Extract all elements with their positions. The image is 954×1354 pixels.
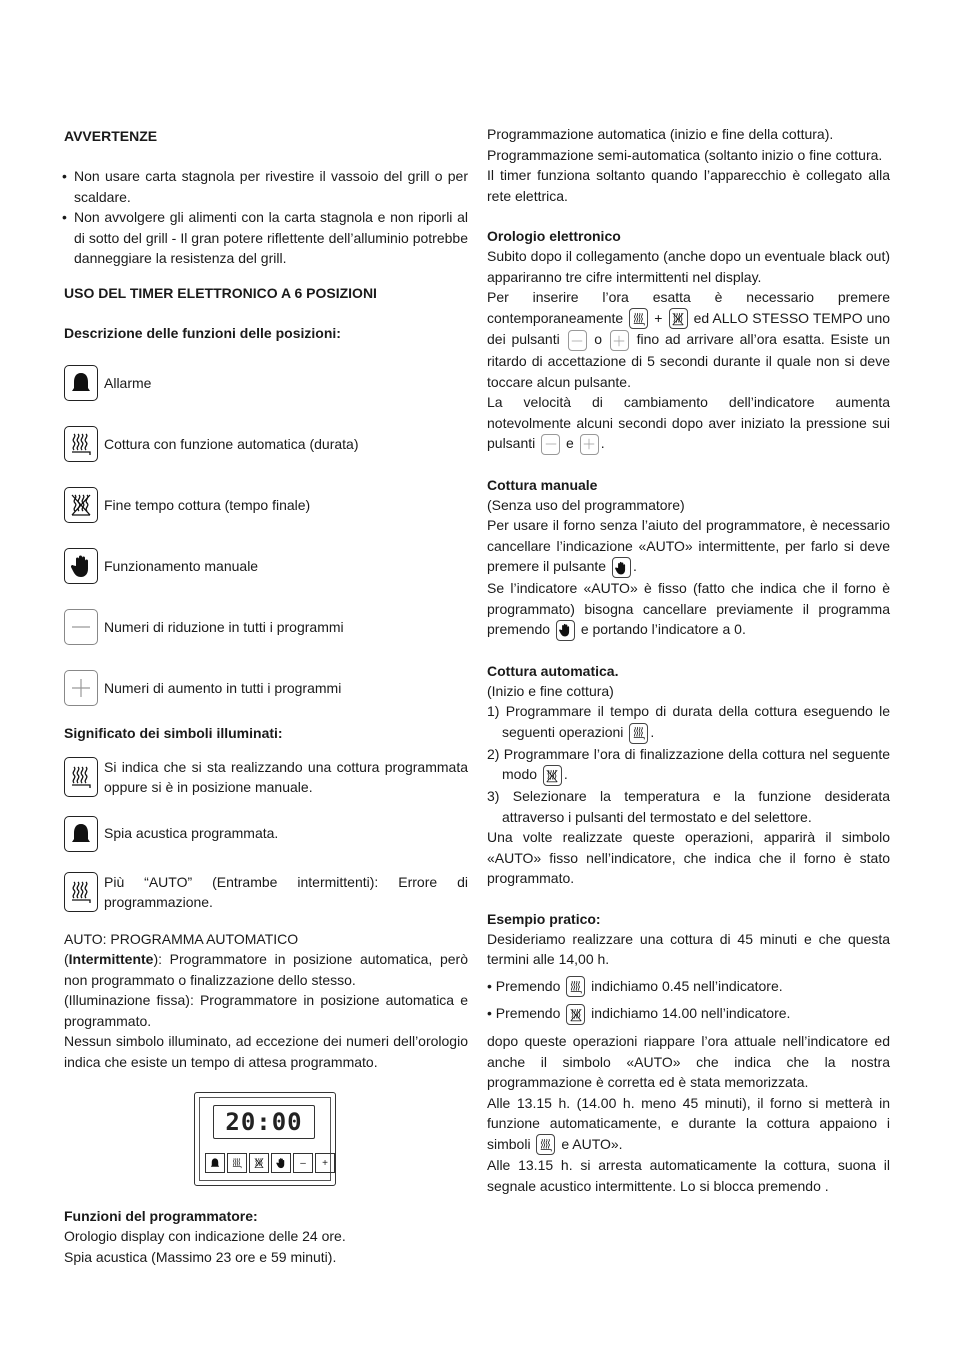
manual-paragraph: Per usare il forno senza l’aiuto del programmatore, è necessario cancellare l’indicazione «AUTO» intermittente, per farlo si deve premere il pulsante . (487, 515, 890, 578)
end-time-icon (669, 308, 688, 329)
example-bullet: • Premendo indichiamo 14.00 nell’indicatore. (487, 1003, 890, 1025)
cooking-duration-icon (64, 426, 98, 462)
functions-line: Spia acustica (Massimo 23 ore e 59 minuti). (64, 1248, 337, 1265)
position-row (64, 475, 468, 536)
timer-heading: USO DEL TIMER ELETTRONICO A 6 POSIZIONI (64, 284, 377, 301)
auto-title: AUTO: PROGRAMMA AUTOMATICO (64, 930, 299, 947)
manual-paragraph: Se l’indicatore «AUTO» è fisso (fatto che indica che il forno è programmato) bisogna cancellare previamente il programma premendo e portando l’indicatore a 0. (487, 578, 890, 641)
position-label: Fine tempo cottura (tempo finale) (104, 496, 311, 513)
warning-item: • Non avvolgere gli alimenti con la carta stagnola e non riporli al di sotto del grill - Il gran potere riflettente dell’alluminio potrebbe danneggiare la resistenza del grill. (62, 209, 468, 266)
cooking-duration-icon (629, 308, 648, 329)
cooking-duration-icon (64, 757, 98, 797)
cooking-duration-icon (629, 723, 648, 744)
hand-icon (64, 548, 98, 584)
position-label: Funzionamento manuale (104, 557, 259, 574)
right-column (487, 124, 890, 1196)
position-row (64, 414, 468, 475)
end-time-icon (566, 1004, 585, 1025)
symbol-label: Spia acustica programmata. (104, 825, 279, 842)
example-bullet: • Premendo indichiamo 0.45 nell’indicatore. (487, 976, 890, 998)
plus-icon (64, 670, 98, 706)
intro-line: Il timer funziona soltanto quando l’apparecchio è collegato alla rete elettrica. (487, 167, 890, 204)
timer-display: 20:00 (213, 1105, 315, 1139)
example-heading: Esempio pratico: (487, 910, 601, 927)
end-time-icon (249, 1153, 269, 1173)
timer-buttons (205, 1153, 335, 1173)
position-row (64, 597, 468, 658)
auto-intermittent: (Intermittente): Programmatore in posizione automatica, però non programmato o finalizzazione dello stesso. (64, 951, 468, 988)
left-column (64, 124, 468, 1267)
symbols-heading: Significato dei simboli illuminati: (64, 724, 283, 741)
symbol-row (64, 872, 468, 913)
plus-icon (580, 434, 599, 455)
example-paragraph: Alle 13.15 h. (14.00 h. meno 45 minuti), il forno si metterà in funzione automaticamente, e durante la cottura appaiono i simboli e AUTO». (487, 1093, 890, 1156)
position-label: Numeri di aumento in tutti i programmi (104, 679, 342, 696)
position-label: Cottura con funzione automatica (durata) (104, 435, 359, 452)
position-row (64, 536, 468, 597)
auto-fixed: (Illuminazione fissa): Programmatore in posizione automatica e programmato. (64, 992, 468, 1029)
auto-step: 3) Selezionare la temperatura e la funzione desiderata attraverso i pulsanti del termostato e del selettore. (487, 788, 890, 825)
positions-heading: Descrizione delle funzioni delle posizioni: (64, 324, 341, 341)
manual-subheading: (Senza uso del programmatore) (487, 496, 685, 513)
minus-icon (541, 434, 560, 455)
example-paragraph: Desideriamo realizzare una cottura di 45 minuti e che questa termini alle 14,00 h. (487, 930, 890, 968)
plus-icon (610, 330, 629, 351)
end-time-icon (543, 765, 562, 786)
clock-paragraph: La velocità di cambiamento dell’indicatore aumenta notevolmente alcuni secondi dopo aver iniziato la pressione sui pulsanti e . (487, 392, 890, 455)
warning-item: • Non usare carta stagnola per rivestire il vassoio del grill o per scaldare. (62, 168, 468, 205)
intro-line: Programmazione automatica (inizio e fine della cottura). (487, 126, 834, 142)
hand-icon (612, 557, 631, 578)
auto-step: 2) Programmare l’ora di finalizzazione della cottura nel seguente modo . (487, 744, 890, 786)
bell-icon (205, 1153, 225, 1173)
position-label: Allarme (104, 374, 152, 391)
symbol-row (64, 757, 468, 798)
minus-icon (568, 330, 587, 351)
plus-icon: + (315, 1153, 335, 1173)
clock-paragraph: Subito dopo il collegamento (anche dopo un eventuale black out) appariranno tre cifre intermittenti nel display. (487, 248, 890, 285)
bell-icon (64, 365, 98, 401)
cooking-duration-icon (227, 1153, 247, 1173)
auto-none: Nessun simbolo illuminato, ad eccezione dei numeri dell’orologio indica che esiste un tempo di attesa programmato. (64, 1033, 468, 1070)
functions-heading: Funzioni del programmatore: (64, 1208, 258, 1224)
manual-heading: Cottura manuale (487, 476, 598, 493)
warning-heading: AVVERTENZE (64, 128, 158, 144)
end-time-icon (64, 487, 98, 523)
auto-subheading: (Inizio e fine cottura) (487, 682, 614, 699)
position-label: Numeri di riduzione in tutti i programmi (104, 618, 344, 635)
symbol-row (64, 816, 468, 852)
hand-icon (271, 1153, 291, 1173)
bell-icon (64, 816, 98, 852)
clock-heading: Orologio elettronico (487, 228, 621, 244)
minus-icon (64, 609, 98, 645)
intro-line: Programmazione semi-automatica (soltanto inizio o fine cottura. (487, 146, 883, 163)
position-row (64, 353, 468, 414)
clock-paragraph: Per inserire l’ora esatta è necessario premere contemporaneamente + ed ALLO STESSO TEMPO uno dei pulsanti o fino ad arrivare all’ora esatta. Esiste un ritardo di accettazione di 5 secondi durante il quale non si deve toccare alcun pulsante. (487, 289, 891, 390)
auto-step: 1) Programmare il tempo di durata della cottura eseguendo le seguenti operazioni . (487, 701, 890, 743)
symbol-label: Più “AUTO” (Entrambe intermittenti): Errore di programmazione. (104, 873, 468, 910)
functions-line: Orologio display con indicazione delle 24 ore. (64, 1228, 346, 1244)
example-paragraph: Alle 13.15 h. si arresta automaticamente la cottura, suona il segnale acustico intermittente. Lo si blocca premendo . (487, 1157, 890, 1194)
position-row (64, 658, 468, 719)
cooking-duration-icon (566, 976, 585, 997)
auto-after: Una volte realizzate queste operazioni, apparirà il simbolo «AUTO» fisso nell’indicatore, che indica che il forno è stato programmato. (487, 829, 890, 887)
timer-panel-illustration (194, 1092, 336, 1186)
symbol-label: Si indica che si sta realizzando una cottura programmata oppure si è in posizione manuale. (104, 758, 468, 795)
auto-heading: Cottura automatica. (487, 662, 619, 679)
cooking-duration-icon (536, 1134, 555, 1155)
example-paragraph: dopo queste operazioni riappare l’ora attuale nell’indicatore ed anche il simbolo «AUTO» che indica che la nostra programmazione è corretta ed è stata memorizzata. (487, 1033, 890, 1091)
minus-icon: – (293, 1153, 313, 1173)
cooking-duration-icon (64, 872, 98, 912)
hand-icon (556, 620, 575, 641)
